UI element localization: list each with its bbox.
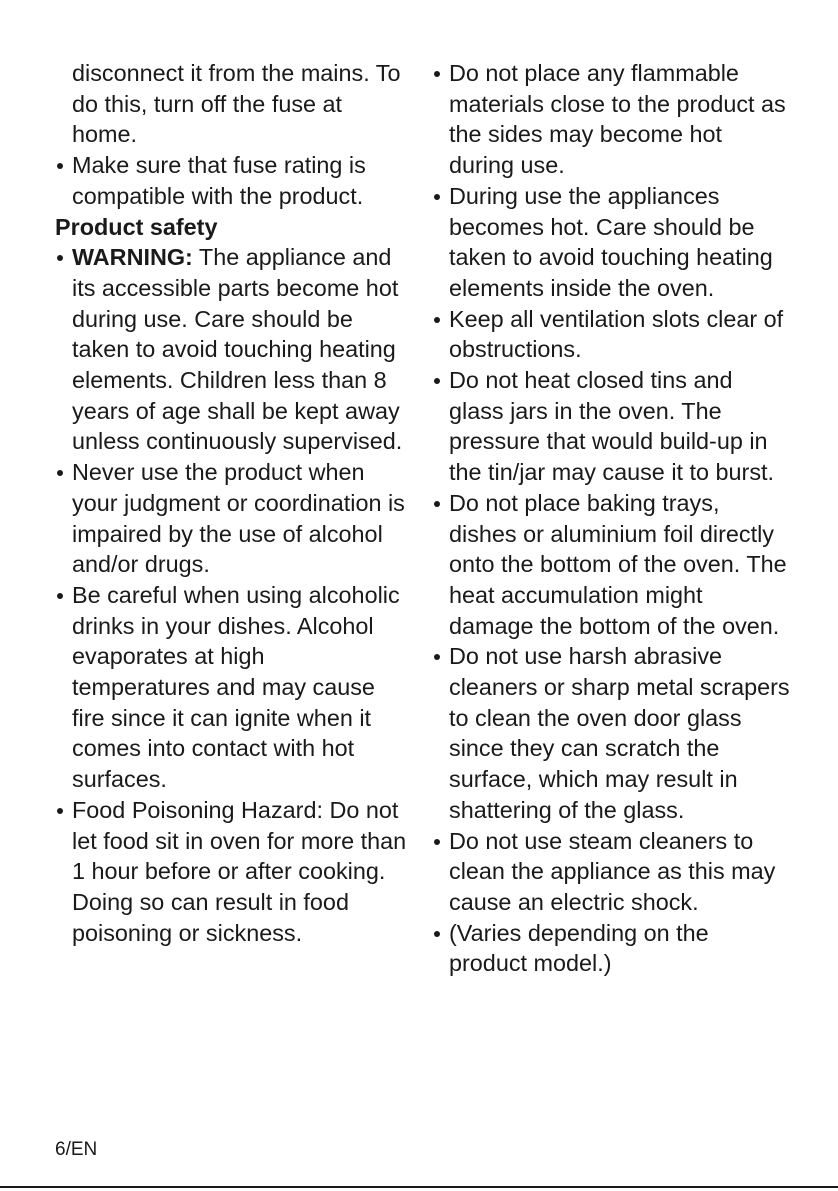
list-item: Do not use steam cleaners to clean the appliance as this may cause an electric shock. — [432, 826, 790, 918]
list-item: (Varies depending on the product model.) — [432, 918, 790, 979]
right-column — [432, 58, 790, 979]
warning-label: WARNING: — [72, 244, 193, 271]
warning-item — [55, 242, 407, 457]
warning-text: The appliance and its accessible parts become hot during use. Care should be taken to avoid touching heating elements. Children less than 8 years of age shall be kept away unless continuously supervised. — [72, 244, 403, 455]
bullet-list-top — [55, 150, 407, 211]
bullet-list-right — [432, 58, 790, 979]
list-item: Be careful when using alcoholic drinks in your dishes. Alcohol evaporates at high temperatures and may cause fire since it can ignite when it comes into contact with hot surfaces. — [55, 580, 407, 795]
footer-divider — [0, 1186, 838, 1188]
left-column — [55, 58, 407, 948]
list-item: Never use the product when your judgment or coordination is impaired by the use of alcohol and/or drugs. — [55, 457, 407, 580]
continued-paragraph: disconnect it from the mains. To do this, turn off the fuse at home. — [72, 60, 401, 148]
bullet-list-product-safety — [55, 242, 407, 948]
page-number: 6/EN — [55, 1139, 98, 1160]
list-item: During use the appliances becomes hot. Care should be taken to avoid touching heating elements inside the oven. — [432, 181, 790, 304]
section-heading: Product safety — [55, 213, 218, 240]
list-item: Keep all ventilation slots clear of obstructions. — [432, 304, 790, 365]
list-item: Do not place any flammable materials close to the product as the sides may become hot during use. — [432, 58, 790, 181]
list-item: Do not heat closed tins and glass jars in the oven. The pressure that would build-up in the tin/jar may cause it to burst. — [432, 365, 790, 488]
list-item: Food Poisoning Hazard: Do not let food sit in oven for more than 1 hour before or after cooking. Doing so can result in food poisoning or sickness. — [55, 795, 407, 949]
list-item: Do not use harsh abrasive cleaners or sharp metal scrapers to clean the oven door glass since they can scratch the surface, which may result in shattering of the glass. — [432, 641, 790, 825]
list-item: Make sure that fuse rating is compatible with the product. — [55, 150, 407, 211]
list-item: Do not place baking trays, dishes or aluminium foil directly onto the bottom of the oven. The heat accumulation might damage the bottom of the oven. — [432, 488, 790, 642]
